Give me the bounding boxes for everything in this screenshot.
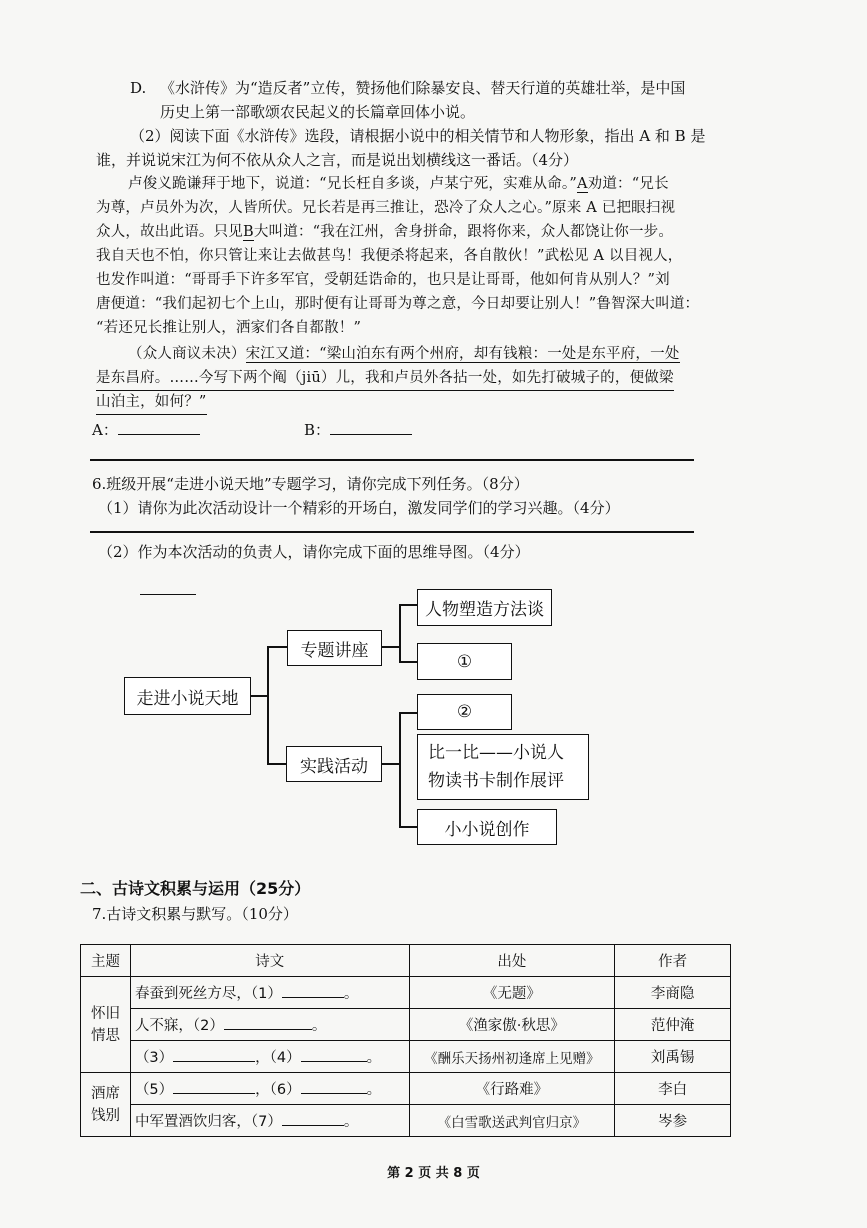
decorative-dash	[140, 594, 196, 595]
source-cell: 《行路难》	[409, 1073, 615, 1105]
excerpt-line-6: 唐便道：“我们起初七个上山，那时便有让哥哥为尊之意，今日却要让别人！”鲁智深大叫道：	[96, 296, 700, 312]
poetry-table	[80, 944, 731, 1137]
answer-a-row: A：	[92, 418, 200, 442]
underlined-speech-start: 宋江又道：“梁山泊东有两个州府，却有钱粮：一处是东平府，一处	[245, 346, 680, 362]
table-header-row	[81, 945, 731, 977]
mindmap-branch-lecture: 专题讲座	[287, 630, 382, 666]
mindmap-leaf-blank-2[interactable]: ②	[417, 694, 512, 730]
blank-1[interactable]	[282, 983, 344, 998]
answer-b-blank[interactable]	[330, 420, 412, 435]
blank-6[interactable]	[301, 1079, 367, 1094]
question-6-title: 6.班级开展“走进小说天地”专题学习，请你完成下列任务。（8分）	[92, 475, 529, 493]
header-theme: 主题	[81, 945, 131, 977]
source-cell: 《渔家傲·秋思》	[409, 1009, 615, 1041]
blank-7[interactable]	[282, 1111, 344, 1126]
excerpt-line-2: 为尊，卢员外为次，人皆所伏。兄长若是再三推让，恐冷了众人之心。”原来 A 已把眼扫视	[96, 200, 676, 216]
excerpt-line-10: 山泊主，如何？”	[96, 390, 207, 415]
page-footer: 第 2 页 共 8 页	[387, 1166, 480, 1181]
question-2-line1: （2）阅读下面《水浒传》选段，请根据小说中的相关情节和人物形象，指出 A 和 B 是	[130, 127, 706, 145]
option-d-line2: 历史上第一部歌颂农民起义的长篇章回体小说。	[160, 103, 476, 121]
excerpt-line-8: （众人商议未决）宋江又道：“梁山泊东有两个州府，却有钱粮：一处是东平府，一处	[128, 346, 680, 362]
author-cell: 李白	[615, 1073, 731, 1105]
excerpt-line-9: 是东昌府。……今写下两个阄（jiū）儿，我和卢员外各拈一处，如先打破城子的，便做梁	[96, 366, 674, 391]
mindmap-connector	[251, 695, 268, 697]
mindmap-connector	[267, 763, 287, 765]
mindmap-connector	[382, 763, 400, 765]
verse-cell: 中军置酒饮归客，（7） 。	[130, 1105, 409, 1137]
answer-b-row: B：	[304, 418, 412, 442]
author-cell: 李商隐	[615, 977, 731, 1009]
source-cell: 《酬乐天扬州初逢席上见赠》	[409, 1041, 615, 1073]
author-cell: 刘禹锡	[615, 1041, 731, 1073]
mindmap-root: 走进小说天地	[124, 677, 251, 715]
verse-cell: 春蚕到死丝方尽，（1） 。	[130, 977, 409, 1009]
mindmap-connector	[399, 712, 401, 827]
mindmap-connector	[267, 646, 287, 648]
table-row	[81, 1009, 731, 1041]
divider-line	[90, 459, 694, 461]
answer-line-opening[interactable]	[90, 531, 694, 533]
header-verse: 诗文	[130, 945, 409, 977]
author-cell: 岑参	[615, 1105, 731, 1137]
answer-a-blank[interactable]	[118, 420, 200, 435]
header-author: 作者	[615, 945, 731, 977]
mindmap-leaf-character-methods: 人物塑造方法谈	[417, 589, 552, 626]
source-cell: 《白雪歌送武判官归京》	[409, 1105, 615, 1137]
verse-cell: （3） ，（4） 。	[130, 1041, 409, 1073]
table-row	[81, 977, 731, 1009]
author-cell: 范仲淹	[615, 1009, 731, 1041]
section-2-title: 二、古诗文积累与运用（25分）	[80, 879, 311, 898]
blank-4[interactable]	[301, 1047, 367, 1062]
verse-cell: （5） ，（6） 。	[130, 1073, 409, 1105]
table-row	[81, 1041, 731, 1073]
mindmap-leaf-reading-card: 比一比——小说人 物读书卡制作展评	[417, 734, 589, 800]
source-cell: 《无题》	[409, 977, 615, 1009]
option-d-line1: 《水浒传》为“造反者”立传，赞扬他们除暴安良、替天行道的英雄壮举，是中国	[160, 79, 686, 97]
header-source: 出处	[409, 945, 615, 977]
blank-2[interactable]	[224, 1015, 312, 1030]
mindmap-leaf-short-story: 小小说创作	[417, 809, 557, 845]
mindmap-connector	[399, 826, 417, 828]
question-7-title: 7.古诗文积累与默写。（10分）	[92, 905, 298, 923]
mindmap-connector	[399, 712, 417, 714]
question-6-sub1: （1）请你为此次活动设计一个精彩的开场白，激发同学们的学习兴趣。（4分）	[98, 499, 620, 517]
blank-3[interactable]	[173, 1047, 255, 1062]
table-row	[81, 1073, 731, 1105]
excerpt-line-7: “若还兄长推让别人，洒家们各自都散！”	[96, 320, 362, 336]
blank-5[interactable]	[173, 1079, 255, 1094]
mindmap-branch-practice: 实践活动	[286, 746, 382, 782]
excerpt-line-4: 我自天也不怕，你只管让来让去做甚鸟！我便杀将起来，各自散伙！”武松见 A 以目视人，	[96, 248, 683, 264]
underlined-b: B	[243, 224, 254, 240]
excerpt-line-1: 卢俊义跪谦拜于地下，说道：“兄长枉自多谈，卢某宁死，实难从命。”A劝道：“兄长	[128, 176, 669, 192]
mindmap-connector	[399, 604, 401, 662]
option-d-label: D.	[130, 79, 147, 97]
excerpt-line-3: 众人，故出此语。只见B大叫道：“我在江州，舍身拼命，跟将你来，众人都饶让你一步。	[96, 224, 674, 240]
question-2-line2: 谁，并说说宋江为何不依从众人之言，而是说出划横线这一番话。（4分）	[96, 151, 579, 169]
table-row	[81, 1105, 731, 1137]
mindmap-connector	[399, 604, 417, 606]
verse-cell: 人不寐，（2） 。	[130, 1009, 409, 1041]
mindmap-leaf-blank-1[interactable]: ①	[417, 643, 512, 680]
theme-farewell: 酒席 饯别	[81, 1073, 131, 1137]
mindmap-connector	[267, 646, 269, 764]
underlined-a: A	[576, 176, 588, 192]
mindmap-connector	[382, 646, 400, 648]
question-6-sub2: （2）作为本次活动的负责人，请你完成下面的思维导图。（4分）	[98, 543, 530, 561]
mindmap-connector	[399, 661, 417, 663]
excerpt-line-5: 也发作叫道：“哥哥手下许多军官，受朝廷诰命的，也只是让哥哥，他如何肯从别人？”刘	[96, 272, 670, 288]
theme-nostalgia: 怀旧 情思	[81, 977, 131, 1073]
